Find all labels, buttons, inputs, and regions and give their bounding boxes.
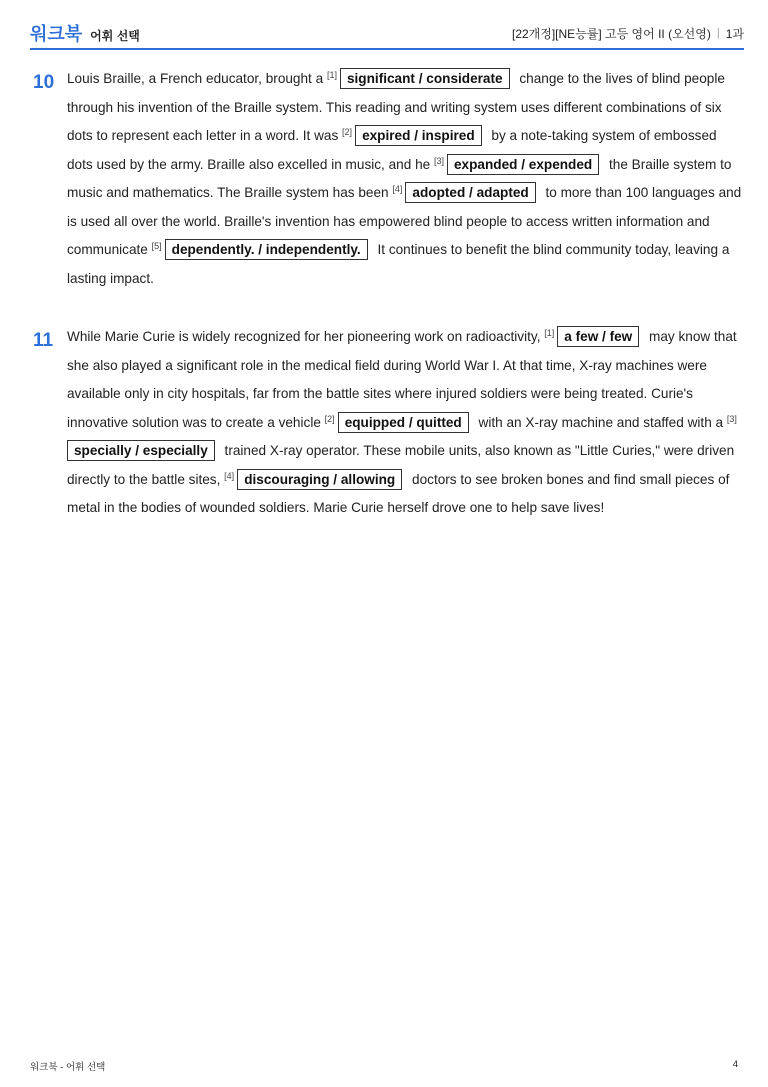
choice-box[interactable]: discouraging / allowing bbox=[237, 469, 402, 490]
brand-subtitle: 어휘 선택 bbox=[90, 29, 140, 43]
text-segment: change to the lives of blind people through his invention of the Braille system. This reading and writing system uses different combinations of six dots to represent each letter in a word. It was bbox=[67, 71, 725, 143]
choice-box[interactable]: a few / few bbox=[557, 326, 639, 347]
blank-marker: [3] bbox=[726, 413, 737, 424]
question-number: 11 bbox=[33, 330, 54, 351]
choice-box[interactable]: specially / especially bbox=[67, 440, 215, 461]
text-segment: Louis Braille, a French educator, brought a bbox=[67, 71, 327, 86]
question-text bbox=[67, 323, 743, 523]
choice-box[interactable]: equipped / quitted bbox=[338, 412, 469, 433]
choice-box[interactable]: adopted / adapted bbox=[405, 182, 535, 203]
text-segment: It continues to benefit the blind community today, leaving a lasting impact. bbox=[67, 242, 730, 286]
blank-marker: [5] bbox=[151, 241, 162, 251]
text-segment: While Marie Curie is widely recognized for her pioneering work on radioactivity, bbox=[67, 329, 545, 344]
text-segment: the Braille system to music and mathematics. The Braille system has been bbox=[67, 156, 732, 200]
blank-marker: [4] bbox=[224, 470, 235, 481]
lesson-label: 1과 bbox=[725, 26, 744, 41]
separator: | bbox=[716, 27, 720, 39]
question-number: 10 bbox=[33, 72, 55, 93]
blank-marker: [1] bbox=[544, 328, 555, 338]
blank-marker: [1] bbox=[326, 70, 337, 80]
text-segment: may know that she also played a significant role in the medical field during World War I. At that time, X-ray machines were available only in city hospitals, far from the battle sites where injured soldiers were being treated. Curie's innovative solution was to create a vehicle bbox=[67, 329, 737, 430]
page-footer bbox=[30, 1059, 738, 1073]
choice-box[interactable]: significant / considerate bbox=[340, 68, 510, 89]
choice-box[interactable]: expired / inspired bbox=[355, 125, 482, 146]
page-header bbox=[30, 18, 744, 50]
text-segment: by a note-taking system of embossed dots used by the army. Braille also excelled in music, and he bbox=[67, 128, 717, 172]
text-segment: doctors to see broken bones and find small pieces of metal in the bodies of wounded soldiers. Marie Curie herself drove one to help save lives! bbox=[67, 471, 730, 515]
blank-marker: [3] bbox=[433, 155, 444, 166]
course-info bbox=[512, 25, 744, 42]
blank-marker: [2] bbox=[324, 413, 335, 424]
footer-label: 워크북 - 어휘 선택 bbox=[30, 1062, 106, 1073]
text-segment: to more than 100 languages and is used all over the world. Braille's invention has empowered blind people to access written information and communicate bbox=[67, 185, 742, 257]
blank-marker: [4] bbox=[392, 184, 403, 194]
choice-box[interactable]: dependently. / independently. bbox=[165, 239, 368, 260]
text-segment: with an X-ray machine and staffed with a bbox=[474, 414, 727, 430]
text-segment: trained X-ray operator. These mobile units, also known as "Little Curies," were driven directly to the battle sites, bbox=[67, 443, 735, 487]
question-text bbox=[67, 65, 743, 293]
brand bbox=[30, 20, 140, 46]
course-title: [22개정][NE능률] 고등 영어 II (오선영) bbox=[511, 26, 711, 41]
page-number: 4 bbox=[732, 1059, 738, 1070]
choice-box[interactable]: expanded / expended bbox=[447, 154, 599, 175]
brand-name: 워크북 bbox=[30, 24, 83, 44]
blank-marker: [2] bbox=[342, 127, 353, 137]
